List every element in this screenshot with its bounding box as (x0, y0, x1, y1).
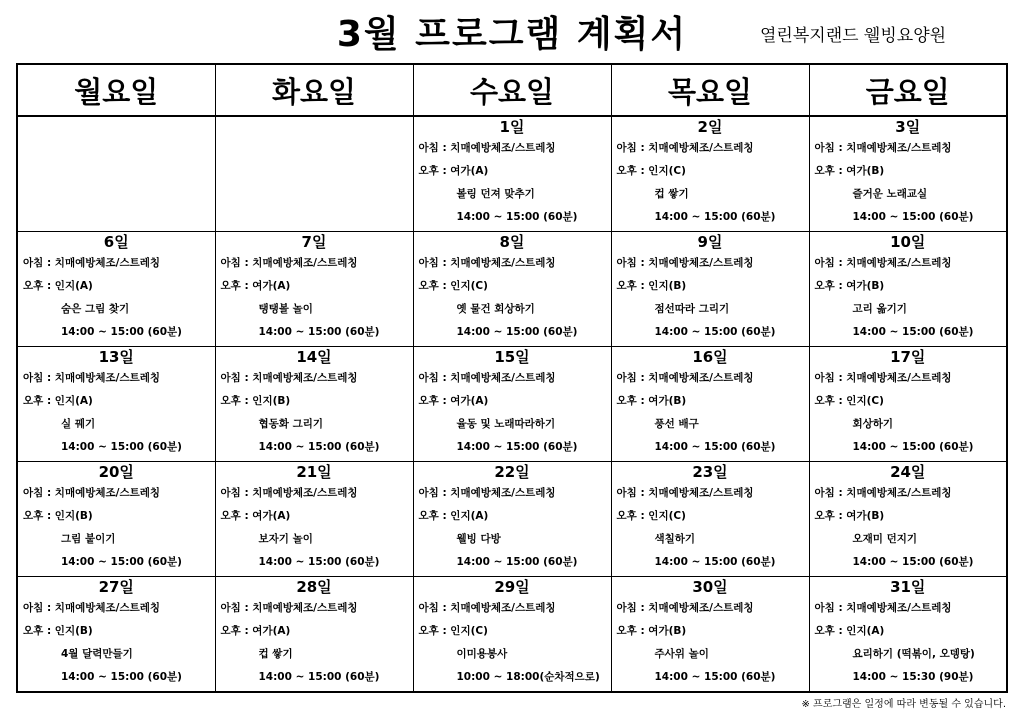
morning-program: 아침 : 치매예방체조/스트레칭 (814, 602, 952, 614)
morning-program: 아침 : 치매예방체조/스트레칭 (220, 372, 358, 384)
day-number: 16일 (692, 348, 728, 366)
header-wednesday: 수요일 (413, 64, 611, 116)
activity-time: 14:00 ~ 15:00 (60분) (61, 671, 182, 683)
week-row (17, 232, 1007, 347)
day-cell (17, 577, 215, 693)
day-cell (611, 577, 809, 693)
day-number: 6일 (103, 233, 129, 251)
activity-time: 14:00 ~ 15:00 (60분) (258, 326, 380, 338)
activity-name: 컵 쌓기 (258, 648, 293, 660)
morning-program: 아침 : 치매예방체조/스트레칭 (23, 487, 161, 499)
morning-program: 아침 : 치매예방체조/스트레칭 (418, 602, 556, 614)
morning-program: 아침 : 치매예방체조/스트레칭 (220, 487, 358, 499)
day-cell (413, 116, 611, 232)
morning-program: 아침 : 치매예방체조/스트레칭 (814, 142, 952, 154)
day-cell (611, 232, 809, 347)
activity-name: 즐거운 노래교실 (852, 188, 928, 200)
day-number: 14일 (296, 348, 332, 366)
activity-name: 탱탱볼 놀이 (258, 303, 313, 315)
organization-name: 열린복지랜드 웰빙요양원 (760, 26, 947, 46)
activity-time: 14:00 ~ 15:00 (60분) (852, 441, 974, 453)
day-number: 2일 (697, 118, 723, 136)
day-number: 20일 (98, 463, 134, 481)
morning-program: 아침 : 치매예방체조/스트레칭 (418, 142, 556, 154)
activity-name: 이미용봉사 (456, 648, 508, 660)
header-tuesday: 화요일 (215, 64, 413, 116)
day-cell (215, 577, 413, 693)
activity-name: 주사위 놀이 (654, 648, 709, 660)
activity-name: 그림 붙이기 (61, 533, 116, 545)
day-number: 9일 (697, 233, 723, 251)
afternoon-program: 오후 : 여가(B) (616, 625, 687, 637)
afternoon-program: 오후 : 인지(B) (616, 280, 687, 292)
week-row (17, 347, 1007, 462)
page-title: 3월 프로그램 계획서 (336, 14, 688, 55)
activity-time: 14:00 ~ 15:00 (60분) (258, 556, 380, 568)
day-cell (215, 347, 413, 462)
activity-name: 웰빙 다방 (456, 533, 501, 545)
afternoon-program: 오후 : 여가(B) (814, 510, 885, 522)
day-cell (413, 462, 611, 577)
day-cell (215, 232, 413, 347)
afternoon-program: 오후 : 인지(B) (23, 625, 93, 637)
day-number: 15일 (494, 348, 530, 366)
morning-program: 아침 : 치매예방체조/스트레칭 (23, 372, 161, 384)
header-monday: 월요일 (17, 64, 215, 116)
morning-program: 아침 : 치매예방체조/스트레칭 (220, 257, 358, 269)
activity-time: 14:00 ~ 15:30 (90분) (852, 671, 974, 683)
day-cell (611, 116, 809, 232)
morning-program: 아침 : 치매예방체조/스트레칭 (616, 142, 754, 154)
day-cell (809, 232, 1007, 347)
activity-time: 14:00 ~ 15:00 (60분) (852, 211, 974, 223)
activity-name: 실 꿰기 (61, 418, 96, 430)
activity-time: 14:00 ~ 15:00 (60분) (654, 441, 776, 453)
day-number: 7일 (301, 233, 327, 251)
activity-time: 14:00 ~ 15:00 (60분) (456, 556, 578, 568)
activity-name: 색칠하기 (654, 533, 696, 545)
activity-name: 고리 옮기기 (852, 303, 907, 315)
day-number: 28일 (296, 578, 332, 596)
day-number: 3일 (895, 118, 921, 136)
day-number: 1일 (499, 118, 525, 136)
activity-time: 14:00 ~ 15:00 (60분) (852, 556, 974, 568)
afternoon-program: 오후 : 여가(B) (616, 395, 687, 407)
morning-program: 아침 : 치매예방체조/스트레칭 (418, 487, 556, 499)
day-number: 10일 (890, 233, 926, 251)
afternoon-program: 오후 : 인지(B) (23, 510, 93, 522)
day-number: 23일 (692, 463, 728, 481)
morning-program: 아침 : 치매예방체조/스트레칭 (814, 257, 952, 269)
schedule-table (16, 63, 1008, 693)
day-number: 27일 (98, 578, 134, 596)
week-row (17, 462, 1007, 577)
day-cell (611, 462, 809, 577)
activity-name: 4월 달력만들기 (61, 648, 133, 660)
afternoon-program: 오후 : 인지(A) (814, 625, 885, 637)
day-number: 21일 (296, 463, 332, 481)
schedule-body (17, 116, 1007, 692)
morning-program: 아침 : 치매예방체조/스트레칭 (23, 602, 161, 614)
morning-program: 아침 : 치매예방체조/스트레칭 (616, 602, 754, 614)
activity-time: 14:00 ~ 15:00 (60분) (258, 671, 380, 683)
activity-name: 보자기 놀이 (258, 533, 313, 545)
day-cell (413, 347, 611, 462)
morning-program: 아침 : 치매예방체조/스트레칭 (616, 487, 754, 499)
morning-program: 아침 : 치매예방체조/스트레칭 (814, 487, 952, 499)
afternoon-program: 오후 : 인지(C) (616, 165, 686, 177)
activity-name: 요리하기 (떡볶이, 오뎅탕) (852, 648, 975, 660)
weekday-header-row (17, 64, 1007, 116)
morning-program: 아침 : 치매예방체조/스트레칭 (418, 372, 556, 384)
header-friday: 금요일 (809, 64, 1007, 116)
activity-name: 협동화 그리기 (258, 418, 324, 430)
activity-time: 10:00 ~ 18:00(순차적으로) (456, 671, 600, 683)
day-number: 24일 (890, 463, 926, 481)
activity-time: 14:00 ~ 15:00 (60분) (654, 671, 776, 683)
afternoon-program: 오후 : 여가(B) (814, 280, 885, 292)
week-row (17, 116, 1007, 232)
afternoon-program: 오후 : 인지(A) (23, 395, 93, 407)
activity-name: 컵 쌓기 (654, 188, 689, 200)
activity-name: 옛 물건 회상하기 (456, 303, 535, 315)
activity-time: 14:00 ~ 15:00 (60분) (61, 441, 182, 453)
day-number: 30일 (692, 578, 728, 596)
activity-time: 14:00 ~ 15:00 (60분) (258, 441, 380, 453)
day-cell (413, 232, 611, 347)
afternoon-program: 오후 : 여가(A) (418, 395, 489, 407)
activity-time: 14:00 ~ 15:00 (60분) (61, 556, 182, 568)
activity-time: 14:00 ~ 15:00 (60분) (61, 326, 182, 338)
day-cell (215, 462, 413, 577)
activity-time: 14:00 ~ 15:00 (60분) (654, 556, 776, 568)
afternoon-program: 오후 : 여가(B) (814, 165, 885, 177)
afternoon-program: 오후 : 인지(C) (616, 510, 686, 522)
empty-day-cell (17, 116, 215, 232)
activity-time: 14:00 ~ 15:00 (60분) (456, 211, 578, 223)
activity-time: 14:00 ~ 15:00 (60분) (852, 326, 974, 338)
morning-program: 아침 : 치매예방체조/스트레칭 (814, 372, 952, 384)
afternoon-program: 오후 : 인지(C) (814, 395, 884, 407)
activity-name: 율동 및 노래따라하기 (456, 418, 556, 430)
activity-time: 14:00 ~ 15:00 (60분) (654, 211, 776, 223)
day-cell (809, 462, 1007, 577)
afternoon-program: 오후 : 여가(A) (220, 280, 291, 292)
day-cell (809, 577, 1007, 693)
activity-name: 점선따라 그리기 (654, 303, 730, 315)
activity-name: 볼링 던져 맞추기 (456, 188, 535, 200)
afternoon-program: 오후 : 인지(C) (418, 625, 488, 637)
activity-name: 풍선 배구 (654, 418, 699, 430)
afternoon-program: 오후 : 여가(A) (220, 510, 291, 522)
header-thursday: 목요일 (611, 64, 809, 116)
morning-program: 아침 : 치매예방체조/스트레칭 (418, 257, 556, 269)
day-number: 8일 (499, 233, 525, 251)
day-cell (413, 577, 611, 693)
day-number: 17일 (890, 348, 926, 366)
morning-program: 아침 : 치매예방체조/스트레칭 (616, 372, 754, 384)
morning-program: 아침 : 치매예방체조/스트레칭 (23, 257, 161, 269)
day-number: 29일 (494, 578, 530, 596)
day-cell (17, 347, 215, 462)
activity-name: 회상하기 (852, 418, 894, 430)
afternoon-program: 오후 : 인지(A) (418, 510, 489, 522)
activity-name: 숨은 그림 찾기 (61, 303, 130, 315)
day-cell (611, 347, 809, 462)
footnote: ※ 프로그램은 일정에 따라 변동될 수 있습니다. (801, 699, 1006, 710)
activity-time: 14:00 ~ 15:00 (60분) (654, 326, 776, 338)
day-cell (17, 232, 215, 347)
day-number: 22일 (494, 463, 530, 481)
day-number: 13일 (98, 348, 134, 366)
week-row (17, 577, 1007, 693)
morning-program: 아침 : 치매예방체조/스트레칭 (616, 257, 754, 269)
afternoon-program: 오후 : 여가(A) (220, 625, 291, 637)
afternoon-program: 오후 : 인지(B) (220, 395, 291, 407)
afternoon-program: 오후 : 여가(A) (418, 165, 489, 177)
day-cell (809, 347, 1007, 462)
activity-time: 14:00 ~ 15:00 (60분) (456, 326, 578, 338)
afternoon-program: 오후 : 인지(A) (23, 280, 93, 292)
empty-day-cell (215, 116, 413, 232)
day-number: 31일 (890, 578, 926, 596)
afternoon-program: 오후 : 인지(C) (418, 280, 488, 292)
day-cell (17, 462, 215, 577)
activity-name: 오재미 던지기 (852, 533, 918, 545)
day-cell (809, 116, 1007, 232)
morning-program: 아침 : 치매예방체조/스트레칭 (220, 602, 358, 614)
activity-time: 14:00 ~ 15:00 (60분) (456, 441, 578, 453)
